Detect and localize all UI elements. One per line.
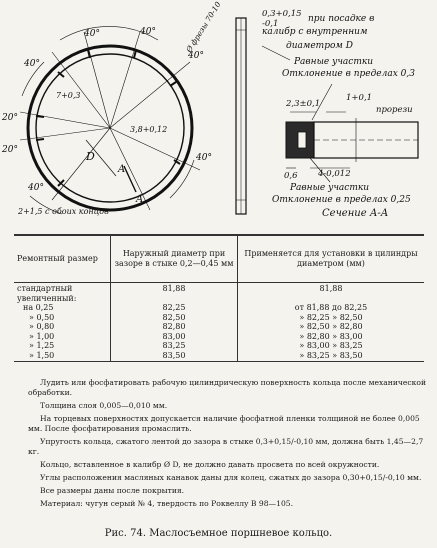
- slots-label: прорези: [376, 105, 413, 115]
- cylinder-value: от 81,88 до 82,25: [294, 303, 368, 312]
- diameter-value: 83,25: [162, 341, 186, 350]
- size-label: » 1,25: [29, 341, 55, 350]
- diameter-value: 82,50: [162, 312, 186, 322]
- note-paragraph: Кольцо, вставленное в калибр Ø D, не должно давать просвета по всей окружности.: [40, 460, 380, 469]
- diameter-column: [111, 283, 238, 362]
- dimension-label: 0,6: [284, 171, 298, 181]
- size-label: увеличенный:: [17, 293, 77, 303]
- angle-label: 40°: [24, 59, 40, 69]
- dimension-label: 1+0,1: [346, 93, 373, 103]
- section-mark: A: [118, 164, 126, 175]
- angle-label: 40°: [196, 153, 212, 163]
- table-header: Применяется для установки в цилиндры диаметром (мм): [238, 235, 425, 283]
- cylinder-value: » 83,00 » 83,25: [299, 341, 363, 350]
- size-column: [14, 283, 111, 362]
- section-mark: A: [136, 194, 144, 205]
- diameter-value: 82,80: [162, 322, 186, 331]
- diameter-value: 81,88: [162, 284, 186, 293]
- size-label: » 1,00: [29, 331, 55, 341]
- section-title: Сечение А-А: [322, 208, 389, 219]
- note-paragraph: Упругость кольца, сжатого лентой до зазора в стыке 0,3+0,15/-0,10 мм, должна быть 1,45—2,7 кг.: [28, 437, 424, 456]
- table-header: Наружный диаметр при зазоре в стыке 0,2—0,45 мм: [111, 235, 238, 283]
- mill-cutter: [236, 18, 246, 214]
- fit-tolerance-lower: -0,1: [262, 19, 279, 29]
- angle-label: 40°: [84, 29, 100, 39]
- cylinder-value: » 82,25 » 82,50: [299, 312, 363, 322]
- size-label: » 0,50: [29, 312, 55, 322]
- cylinder-value: » 82,80 » 83,00: [299, 331, 363, 341]
- angle-label: 40°: [28, 183, 44, 193]
- angle-label: 20°: [2, 145, 18, 155]
- cylinder-column: [238, 283, 425, 362]
- diameter-label: D: [86, 150, 95, 163]
- section-labels: [262, 9, 415, 219]
- fit-note: калибр с внутренним: [262, 27, 368, 37]
- repair-size-table: [14, 234, 424, 362]
- flat-note: Отклонение в пределах 0,3: [282, 69, 415, 79]
- fit-note: диаметром D: [286, 41, 353, 51]
- table-row: [14, 283, 424, 362]
- size-label: » 0,80: [29, 322, 55, 331]
- note-paragraph: Толщина слоя 0,005—0,010 мм.: [40, 401, 168, 410]
- mill-label: Ø фрезы 70-10: [184, 0, 223, 54]
- note-paragraph: Углы расположения масляных канавок даны для колец, сжатых до зазора 0,30+0,15/-0,10 мм.: [40, 473, 422, 482]
- note-paragraph: Лудить или фосфатировать рабочую цилиндрическую поверхность кольца после механической обработки.: [28, 378, 427, 397]
- flat-note: Отклонение в пределах 0,25: [272, 195, 411, 205]
- angle-label: 40°: [140, 27, 156, 37]
- ring-front-view: [20, 26, 200, 214]
- table-header: Ремонтный размер: [14, 235, 111, 283]
- width-dimension: 3,8+0,12: [130, 125, 168, 134]
- diameter-value: 83,00: [162, 331, 186, 341]
- technical-notes: [28, 378, 428, 512]
- size-label: на 0,25: [23, 303, 54, 312]
- note-paragraph: Материал: чугун серый № 4, твердость по Роквеллу В 98—105.: [40, 499, 294, 508]
- table-header-row: [14, 235, 424, 283]
- figure-caption: Рис. 74. Маслосъемное поршневое кольцо.: [104, 528, 333, 539]
- dimension-label: 2,3±0,1: [286, 99, 321, 109]
- technical-drawing: [0, 0, 437, 235]
- flat-note: Равные участки: [294, 57, 374, 67]
- angle-label: 40°: [188, 51, 204, 61]
- fit-note: при посадке в: [308, 14, 375, 24]
- note-paragraph: Все размеры даны после покрытия.: [40, 486, 185, 495]
- diameter-value: 83,50: [162, 350, 186, 360]
- end-note: 2+1,5 с обоих концов: [18, 207, 109, 216]
- cylinder-value: » 82,50 » 82,80: [299, 322, 363, 331]
- flat-note: Равные участки: [290, 183, 370, 193]
- groove-dimension: 7+0,3: [56, 91, 81, 100]
- diameter-value: 82,25: [162, 303, 186, 312]
- size-label: стандартный: [17, 284, 73, 293]
- dimension-label: 4-0,012: [318, 169, 351, 179]
- angle-label: 20°: [2, 113, 18, 123]
- cylinder-value: 81,88: [319, 284, 343, 293]
- cylinder-value: » 83,25 » 83,50: [299, 350, 363, 360]
- note-paragraph: На торцевых поверхностях допускается наличие фосфатной пленки толщиной не более 0,005 мм. После фосфатирования промаслить.: [28, 414, 420, 433]
- fit-tolerance: 0,3+0,15: [262, 9, 302, 19]
- size-label: » 1,50: [29, 350, 55, 360]
